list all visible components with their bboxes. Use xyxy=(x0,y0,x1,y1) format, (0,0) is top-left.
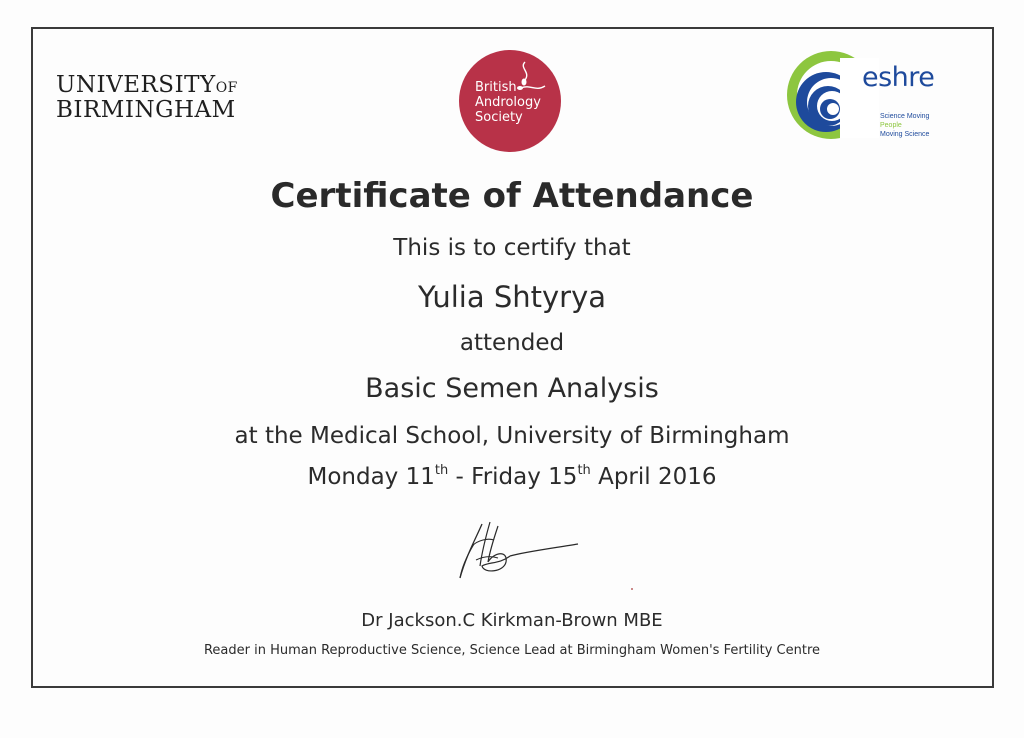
sperm-icon xyxy=(515,58,555,98)
certify-intro: This is to certify that xyxy=(393,235,631,261)
eshre-tagline xyxy=(880,112,929,139)
recipient-name: Yulia Shtyrya xyxy=(417,280,607,314)
signer-name: Dr Jackson.C Kirkman-Brown MBE xyxy=(361,610,663,631)
handwritten-signature xyxy=(454,516,584,586)
logo-university-text: UNIVERSITY xyxy=(56,72,216,98)
university-of-birmingham-logo xyxy=(56,74,238,122)
course-name: Basic Semen Analysis xyxy=(365,373,659,404)
paper-speck xyxy=(631,588,633,590)
dates-superscript-1: th xyxy=(434,463,449,478)
dates-superscript-2: th xyxy=(577,463,591,478)
dates-part-3: April 2016 xyxy=(590,464,717,490)
logo-of-text: OF xyxy=(215,80,238,96)
eshre-wordmark: eshre xyxy=(862,62,935,93)
bas-logo-line2: Andrology xyxy=(475,95,541,110)
bas-logo-line3: Society xyxy=(475,110,523,125)
eshre-tagline-3: Moving Science xyxy=(880,131,930,138)
dates-text xyxy=(0,463,1024,490)
bas-logo-line1: British xyxy=(475,80,517,95)
eshre-tagline-2: People xyxy=(880,122,902,129)
dates-part-2: - Friday 15 xyxy=(448,464,578,490)
british-andrology-society-logo xyxy=(459,50,561,152)
certificate-title: Certificate of Attendance xyxy=(270,176,754,216)
signer-role: Reader in Human Reproductive Science, Science Lead at Birmingham Women's Fertility Centre xyxy=(203,643,821,658)
logo-birmingham-text: BIRMINGHAM xyxy=(56,97,236,123)
eshre-tagline-1: Science Moving xyxy=(880,113,930,120)
attended-text: attended xyxy=(459,330,565,356)
dates-part-1: Monday 11 xyxy=(307,464,435,490)
eshre-logo xyxy=(784,48,964,143)
venue-text: at the Medical School, University of Birmingham xyxy=(234,423,790,449)
